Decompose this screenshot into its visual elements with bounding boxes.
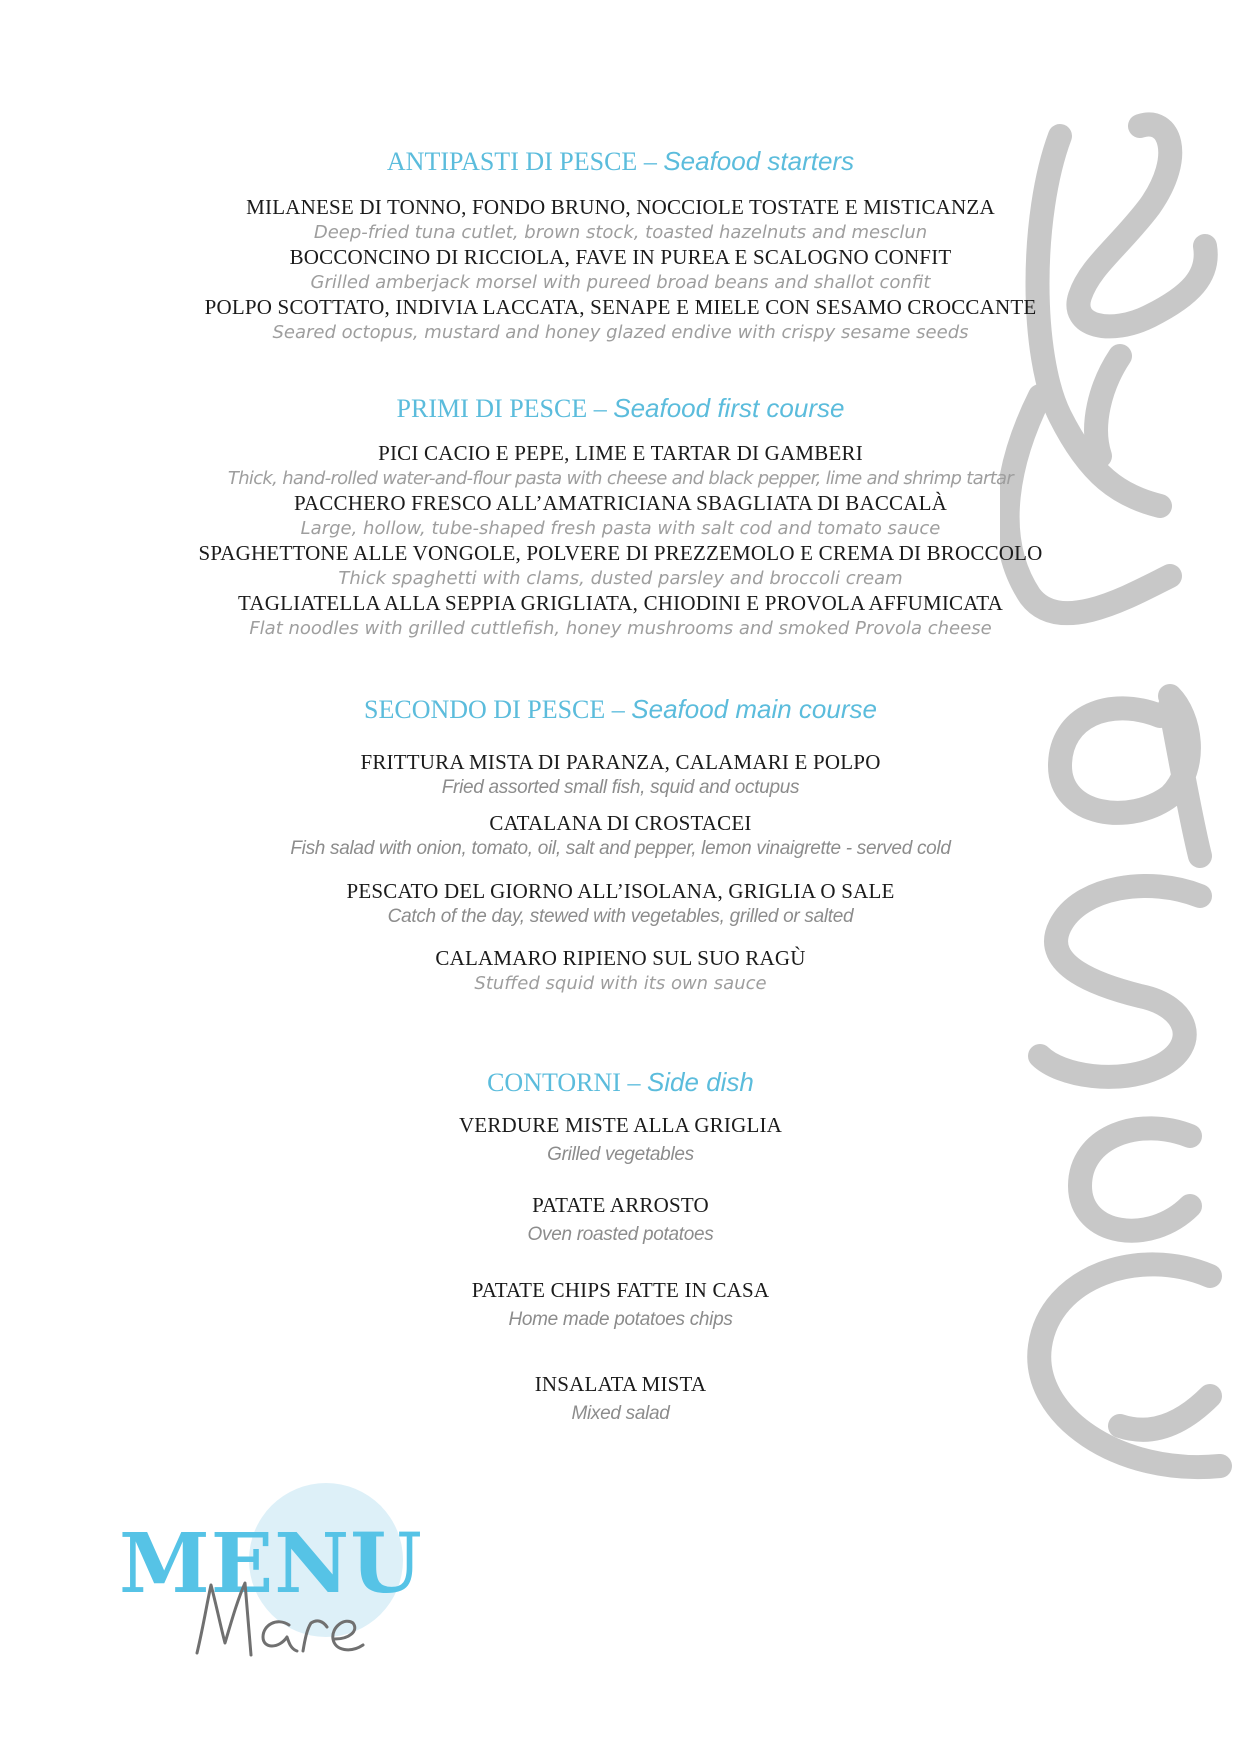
section-title-secondo: SECONDO DI PESCE – Seafood main course <box>364 694 877 724</box>
section-title-contorni: CONTORNI – Side dish <box>487 1067 754 1097</box>
dish-translation: Large, hollow, tube-shaped fresh pasta with salt cod and tomato sauce <box>300 518 941 539</box>
dish-translation: Thick spaghetti with clams, dusted parsley and broccoli cream <box>338 568 903 589</box>
dish-name: PATATE ARROSTO <box>532 1193 709 1217</box>
dish-name: CALAMARO RIPIENO SUL SUO RAGÙ <box>435 946 806 970</box>
dish-translation: Grilled amberjack morsel with pureed broad beans and shallot confit <box>310 272 931 293</box>
dish-translation: Fried assorted small fish, squid and octupus <box>441 777 800 798</box>
dish-item <box>0 750 1241 800</box>
logo-menu-text: MENU <box>119 1516 423 1612</box>
dish-translation: Fish salad with onion, tomato, oil, salt and pepper, lemon vinaigrette - served cold <box>290 838 951 859</box>
dish-item <box>0 295 1241 345</box>
dish-name: VERDURE MISTE ALLA GRIGLIA <box>458 1113 783 1137</box>
dish-item <box>0 1193 1241 1247</box>
dish-name: CATALANA DI CROSTACEI <box>489 811 752 835</box>
dish-name: PACCHERO FRESCO ALL’AMATRICIANA SBAGLIATA DI BACCALÀ <box>293 491 947 515</box>
dish-translation: Flat noodles with grilled cuttlefish, honey mushrooms and smoked Provola cheese <box>249 618 992 639</box>
dish-item <box>0 1372 1241 1426</box>
dish-name: POLPO SCOTTATO, INDIVIA LACCATA, SENAPE E MIELE CON SESAMO CROCCANTE <box>204 295 1037 319</box>
dish-translation: Home made potatoes chips <box>508 1309 733 1330</box>
dish-name: PICI CACIO E PEPE, LIME E TARTAR DI GAMBERI <box>378 441 863 465</box>
dish-translation: Stuffed squid with its own sauce <box>474 973 767 994</box>
section-title-primi: PRIMI DI PESCE – Seafood first course <box>396 393 845 423</box>
dish-name: INSALATA MISTA <box>534 1372 707 1396</box>
dish-name: MILANESE DI TONNO, FONDO BRUNO, NOCCIOLE TOSTATE E MISTICANZA <box>246 195 995 219</box>
dish-translation: Seared octopus, mustard and honey glazed endive with crispy sesame seeds <box>272 322 969 343</box>
dish-name: FRITTURA MISTA DI PARANZA, CALAMARI E POLPO <box>360 750 881 774</box>
section-title-antipasti: ANTIPASTI DI PESCE – Seafood starters <box>386 146 855 176</box>
dish-item <box>0 811 1241 861</box>
dish-item <box>0 195 1241 245</box>
dish-item <box>0 441 1241 491</box>
dish-translation: Catch of the day, stewed with vegetables, grilled or salted <box>387 906 854 927</box>
dish-translation: Grilled vegetables <box>547 1144 694 1165</box>
dish-item <box>0 879 1241 929</box>
dish-name: SPAGHETTONE ALLE VONGOLE, POLVERE DI PREZZEMOLO E CREMA DI BROCCOLO <box>198 541 1043 565</box>
logo-mare-script <box>189 1573 429 1663</box>
dish-translation: Thick, hand-rolled water-and-flour pasta with cheese and black pepper, lime and shrimp tartar <box>227 468 1014 489</box>
dish-translation: Mixed salad <box>571 1403 670 1424</box>
dish-item <box>0 1113 1241 1167</box>
dish-item <box>0 245 1241 295</box>
dish-name: PESCATO DEL GIORNO ALL’ISOLANA, GRIGLIA O SALE <box>346 879 895 903</box>
dish-item <box>0 591 1241 641</box>
dish-name: PATATE CHIPS FATTE IN CASA <box>471 1278 770 1302</box>
dish-item <box>0 946 1241 996</box>
dish-translation: Deep-fried tuna cutlet, brown stock, toasted hazelnuts and mesclun <box>313 222 928 243</box>
menu-mare-logo <box>115 1483 435 1703</box>
dish-name: TAGLIATELLA ALLA SEPPIA GRIGLIATA, CHIODINI E PROVOLA AFFUMICATA <box>238 591 1003 615</box>
dish-item <box>0 1278 1241 1332</box>
dish-name: BOCCONCINO DI RICCIOLA, FAVE IN PUREA E SCALOGNO CONFIT <box>289 245 952 269</box>
dish-item <box>0 491 1241 541</box>
dish-item <box>0 541 1241 591</box>
dish-translation: Oven roasted potatoes <box>527 1224 714 1245</box>
